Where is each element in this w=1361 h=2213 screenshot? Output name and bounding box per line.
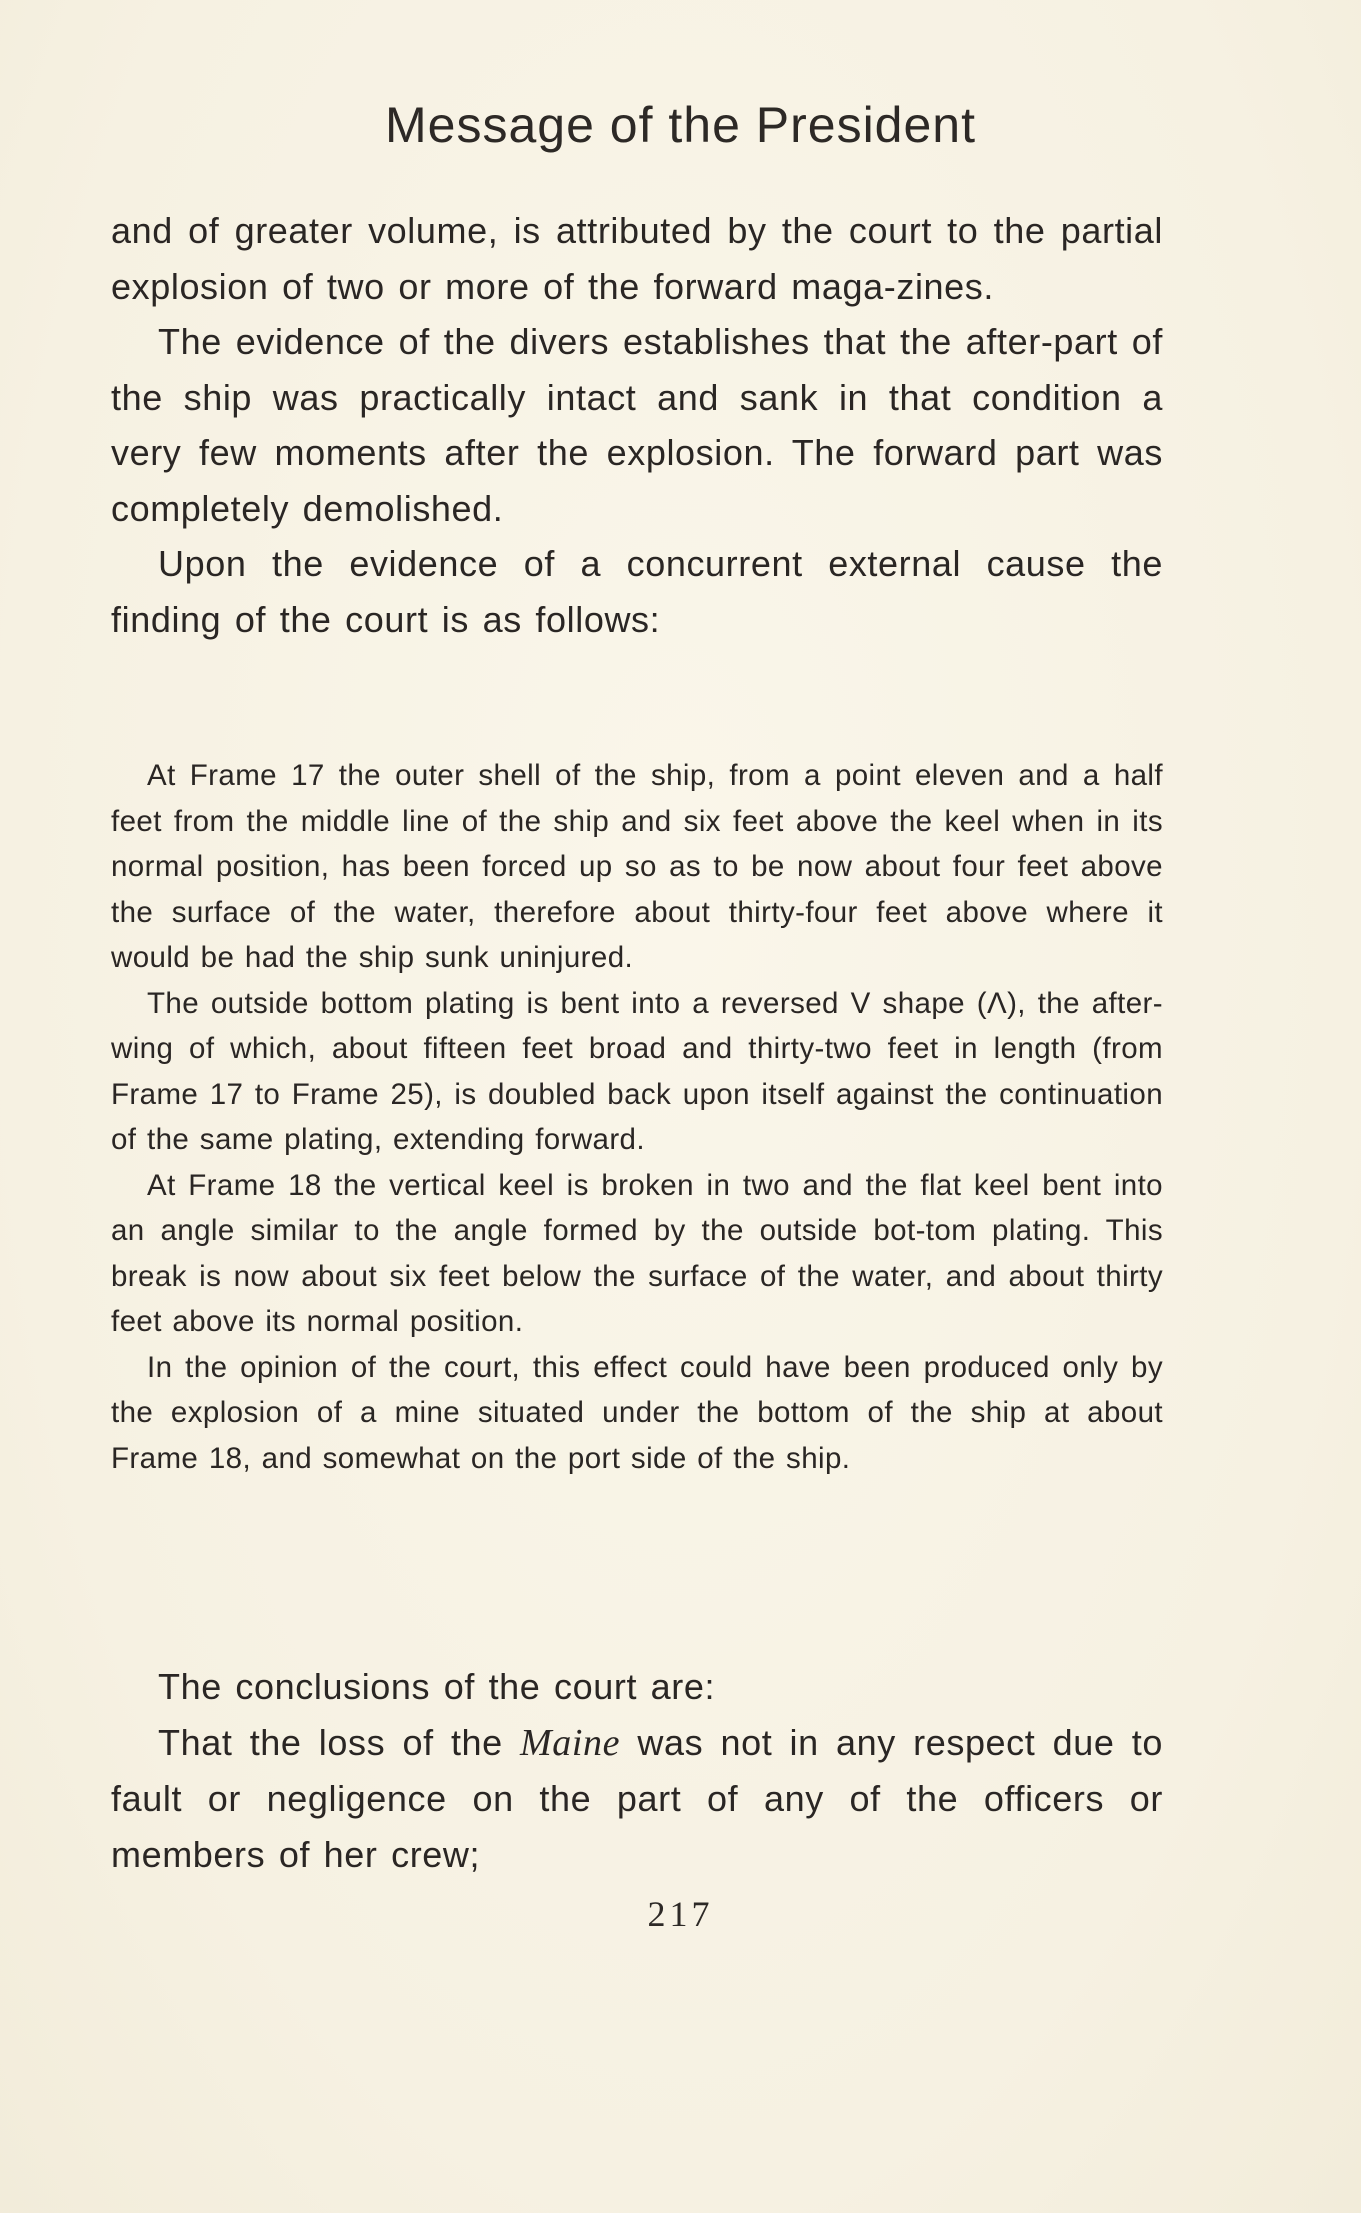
- paragraph-finding-intro: Upon the evidence of a concurrent external cause the finding of the court is as follows:: [111, 543, 1163, 640]
- court-finding-quote: [111, 753, 1163, 1481]
- page-number: 217: [647, 1894, 714, 1934]
- paragraph-conclusion-loss: [111, 1715, 1163, 1883]
- running-title: Message of the President: [385, 97, 976, 153]
- finding-paragraph-court-opinion: In the opinion of the court, this effect could have been produced only by the explosion of a mine situated under the bottom of the ship at about Frame 18, and somewhat on the port side of the ship.: [111, 1350, 1163, 1475]
- ship-name-maine: Maine: [520, 1721, 621, 1764]
- paragraph-divers-evidence: The evidence of the divers establishes that the after-part of the ship was practically intact and sank in that condition a very few moments after the explosion. The forward part was completely demolished.: [111, 321, 1163, 529]
- body-text-bottom: [111, 1659, 1163, 1882]
- finding-paragraph-bottom-plating: The outside bottom plating is bent into a reversed V shape (Λ), the after-wing of which, about fifteen feet broad and thirty-two feet in length (from Frame 17 to Frame 25), is doubled back upon itself against the continuation of the same plating, extending forward.: [111, 986, 1163, 1156]
- finding-paragraph-frame-18: At Frame 18 the vertical keel is broken in two and the flat keel bent into an angle similar to the angle formed by the outside bot-tom plating. This break is now about six feet below the surface of the water, and about thirty feet above its normal position.: [111, 1168, 1163, 1338]
- conclusion-text-end: was not in any respect due to fault or negligence on the part of any of the officers or members of her crew;: [111, 1721, 1163, 1875]
- finding-paragraph-frame-17: At Frame 17 the outer shell of the ship, from a point eleven and a half feet from the middle line of the ship and six feet above the keel when in its normal position, has been forced up so as to be now about four feet above the surface of the water, therefore about thirty-four feet above where it would be had the ship sunk uninjured.: [111, 759, 1163, 974]
- paragraph-conclusions-intro: The conclusions of the court are:: [158, 1666, 716, 1707]
- body-text-top: [111, 203, 1163, 647]
- paragraph-continuation: and of greater volume, is attributed by the court to the partial explosion of two or more of the forward maga-zines.: [111, 210, 1163, 307]
- conclusion-text-start: That the loss of the: [158, 1721, 521, 1763]
